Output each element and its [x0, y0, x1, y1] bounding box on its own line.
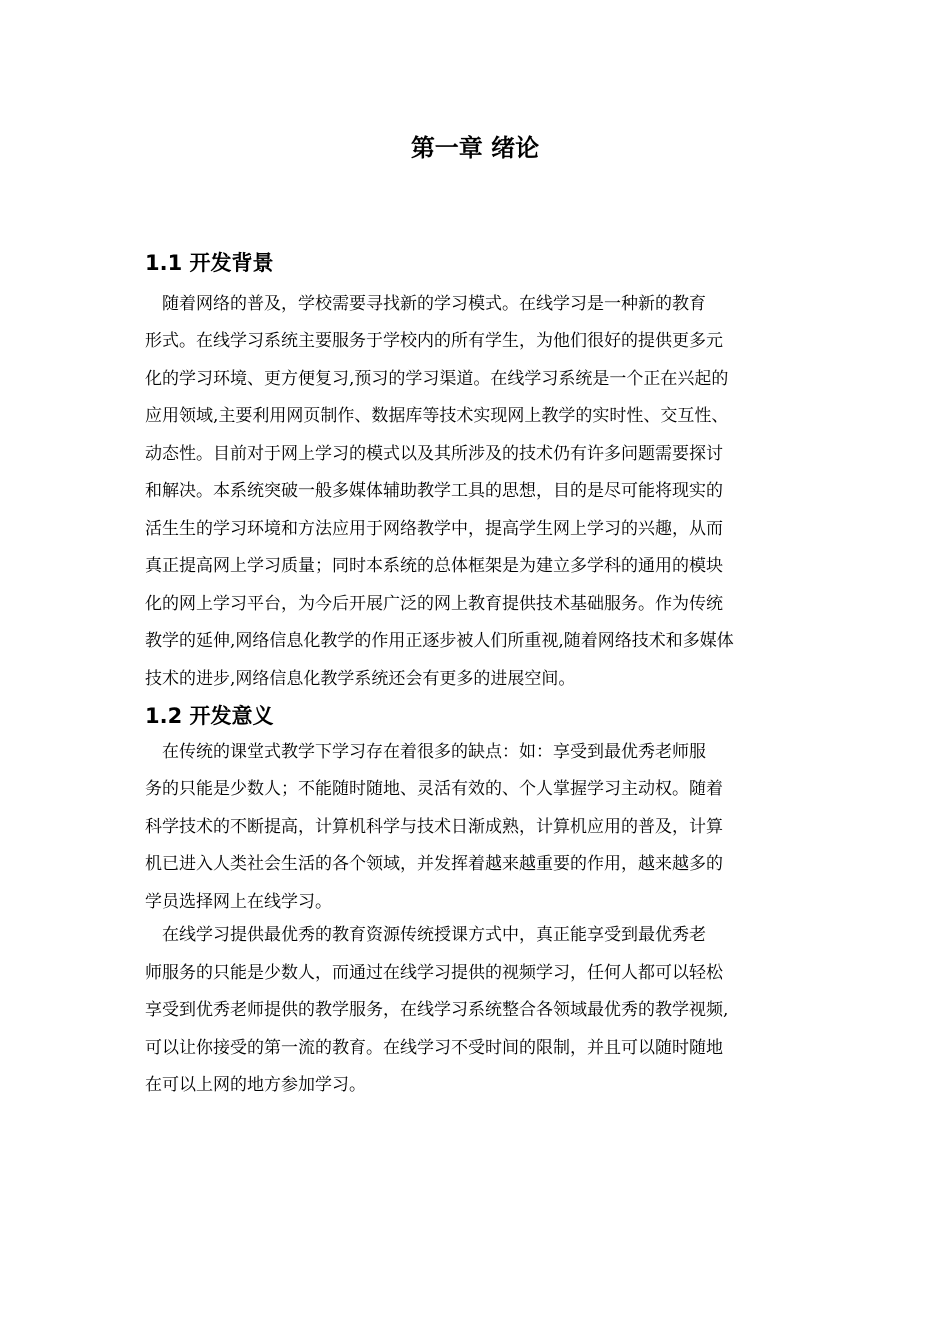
paragraph-line: 应用领域,主要利用网页制作、数据库等技术实现网上教学的实时性、交互性、	[145, 406, 729, 426]
paragraph-line: 化的学习环境、更方便复习,预习的学习渠道。在线学习系统是一个正在兴起的	[145, 369, 729, 389]
paragraph-line: 技术的进步,网络信息化教学系统还会有更多的进展空间。	[145, 669, 576, 689]
paragraph-line: 形式。在线学习系统主要服务于学校内的所有学生，为他们很好的提供更多元	[145, 331, 723, 351]
paragraph-line: 真正提高网上学习质量；同时本系统的总体框架是为建立多学科的通用的模块	[145, 556, 723, 576]
paragraph-line: 化的网上学习平台，为今后开展广泛的网上教育提供技术基础服务。作为传统	[145, 594, 723, 614]
paragraph-line: 科学技术的不断提高，计算机科学与技术日渐成熟，计算机应用的普及，计算	[145, 817, 723, 837]
paragraph-line: 可以让你接受的第一流的教育。在线学习不受时间的限制，并且可以随时随地	[145, 1038, 723, 1058]
paragraph-line: 和解决。本系统突破一般多媒体辅助教学工具的思想，目的是尽可能将现实的	[145, 481, 723, 501]
paragraph-line: 在传统的课堂式教学下学习存在着很多的缺点：如：享受到最优秀老师服	[145, 742, 706, 762]
paragraph-line: 在线学习提供最优秀的教育资源传统授课方式中，真正能享受到最优秀老	[145, 925, 706, 945]
paragraph-line: 活生生的学习环境和方法应用于网络教学中，提高学生网上学习的兴趣，从而	[145, 519, 723, 539]
paragraph-line: 动态性。目前对于网上学习的模式以及其所涉及的技术仍有许多问题需要探讨	[145, 444, 723, 464]
paragraph-line: 师服务的只能是少数人，而通过在线学习提供的视频学习，任何人都可以轻松	[145, 963, 723, 983]
paragraph-line: 机已进入人类社会生活的各个领域，并发挥着越来越重要的作用，越来越多的	[145, 854, 723, 874]
paragraph-line: 在可以上网的地方参加学习。	[145, 1075, 366, 1095]
paragraph-line: 务的只能是少数人；不能随时随地、灵活有效的、个人掌握学习主动权。随着	[145, 779, 723, 799]
section-heading-1-2: 1.2 开发意义	[145, 704, 274, 728]
section-heading-1-1: 1.1 开发背景	[145, 251, 274, 275]
paragraph-line: 随着网络的普及，学校需要寻找新的学习模式。在线学习是一种新的教育	[145, 294, 706, 314]
chapter-title: 第一章 绪论	[410, 134, 540, 162]
paragraph-line: 学员选择网上在线学习。	[145, 892, 332, 912]
paragraph-line: 享受到优秀老师提供的教学服务，在线学习系统整合各领域最优秀的教学视频,	[145, 1000, 729, 1020]
paragraph-line: 教学的延伸,网络信息化教学的作用正逐步被人们所重视,随着网络技术和多媒体	[145, 631, 734, 651]
